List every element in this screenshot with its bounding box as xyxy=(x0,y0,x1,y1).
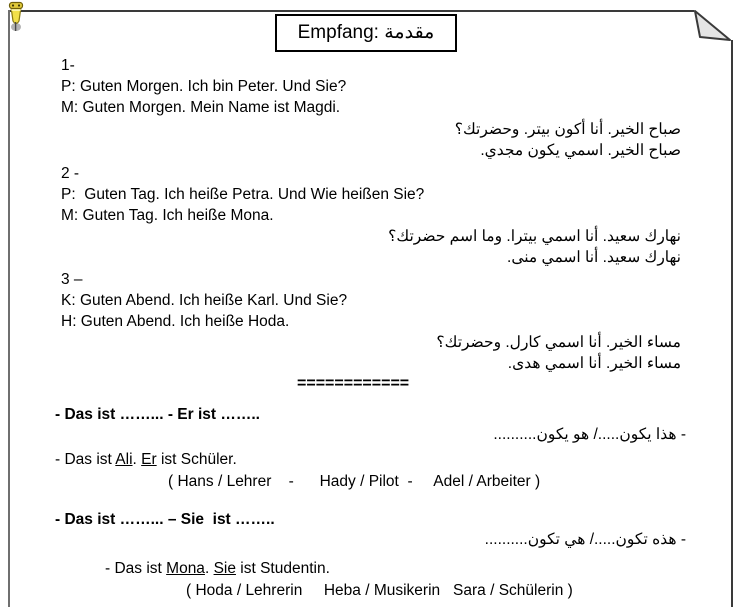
dialogue-3-arabic-line-2: مساء الخير. أنا اسمي هدى. xyxy=(507,355,681,372)
page-title: مقدمة :Empfang xyxy=(297,22,435,43)
exercise-1-arabic: - هذا يكون...../ هو يكون.......... xyxy=(493,426,686,443)
dialogue-2-number: 2 - xyxy=(61,165,80,182)
exercise-1-example-name: Ali xyxy=(115,451,133,468)
exercise-2-example xyxy=(105,559,330,578)
exercise-2-pattern: - Das ist ……... – Sie ist …….. xyxy=(55,511,275,528)
exercise-2-example-prefix: - Das ist xyxy=(105,560,167,577)
exercise-2-example-suffix: ist Studentin. xyxy=(235,560,330,577)
dialogue-2-arabic-line-2: نهارك سعيد. أنا اسمي منى. xyxy=(507,249,681,266)
document-title-box xyxy=(275,14,457,52)
dialogue-1-number: 1- xyxy=(61,57,75,74)
exercise-1-example-mid: . xyxy=(132,451,142,468)
exercise-2-options: ( Hoda / Lehrerin Heba / Musikerin Sara / Schülerin ) xyxy=(186,582,573,599)
exercise-2-example-mid: . xyxy=(204,560,214,577)
pushpin-icon xyxy=(2,0,30,36)
dialogue-2-german-line-2: M: Guten Tag. Ich heiße Mona. xyxy=(61,207,274,224)
dialogue-1-german-line-2: M: Guten Morgen. Mein Name ist Magdi. xyxy=(61,99,341,116)
exercise-2-example-name: Mona xyxy=(166,560,205,577)
dialogue-1-arabic-line-2: صباح الخير. اسمي يكون مجدي. xyxy=(480,142,681,159)
exercise-1-example-prefix: - Das ist xyxy=(55,451,116,468)
dialogue-1-german-line-1: P: Guten Morgen. Ich bin Peter. Und Sie? xyxy=(61,78,347,95)
dialogue-3-arabic-line-1: مساء الخير. أنا اسمي كارل. وحضرتك؟ xyxy=(436,334,681,351)
dialogue-2-german-line-1: P: Guten Tag. Ich heiße Petra. Und Wie heißen Sie? xyxy=(61,186,425,203)
exercise-2-arabic: - هذه تكون...../ هي تكون.......... xyxy=(484,531,686,548)
dialogue-2-arabic-line-1: نهارك سعيد. أنا اسمي بيترا. وما اسم حضرتك؟ xyxy=(388,228,681,245)
page-border-top xyxy=(8,10,694,12)
exercise-1-options: ( Hans / Lehrer - Hady / Pilot - Adel / Arbeiter ) xyxy=(168,473,541,490)
exercise-1-example-pronoun: Er xyxy=(141,451,157,468)
page-fold-icon xyxy=(694,10,731,41)
section-separator: ============ xyxy=(297,375,410,392)
page-border-right xyxy=(731,40,733,607)
exercise-1-pattern: - Das ist ……... - Er ist …….. xyxy=(55,406,260,423)
dialogue-3-german-line-1: K: Guten Abend. Ich heiße Karl. Und Sie? xyxy=(61,292,348,309)
dialogue-3-german-line-2: H: Guten Abend. Ich heiße Hoda. xyxy=(61,313,290,330)
exercise-2-example-pronoun: Sie xyxy=(213,560,236,577)
page-border-left xyxy=(8,10,10,607)
exercise-1-example xyxy=(55,450,237,469)
exercise-1-example-suffix: ist Schüler. xyxy=(156,451,237,468)
dialogue-1-arabic-line-1: صباح الخير. أنا أكون بيتر. وحضرتك؟ xyxy=(454,121,681,138)
dialogue-3-number: 3 – xyxy=(61,271,83,288)
